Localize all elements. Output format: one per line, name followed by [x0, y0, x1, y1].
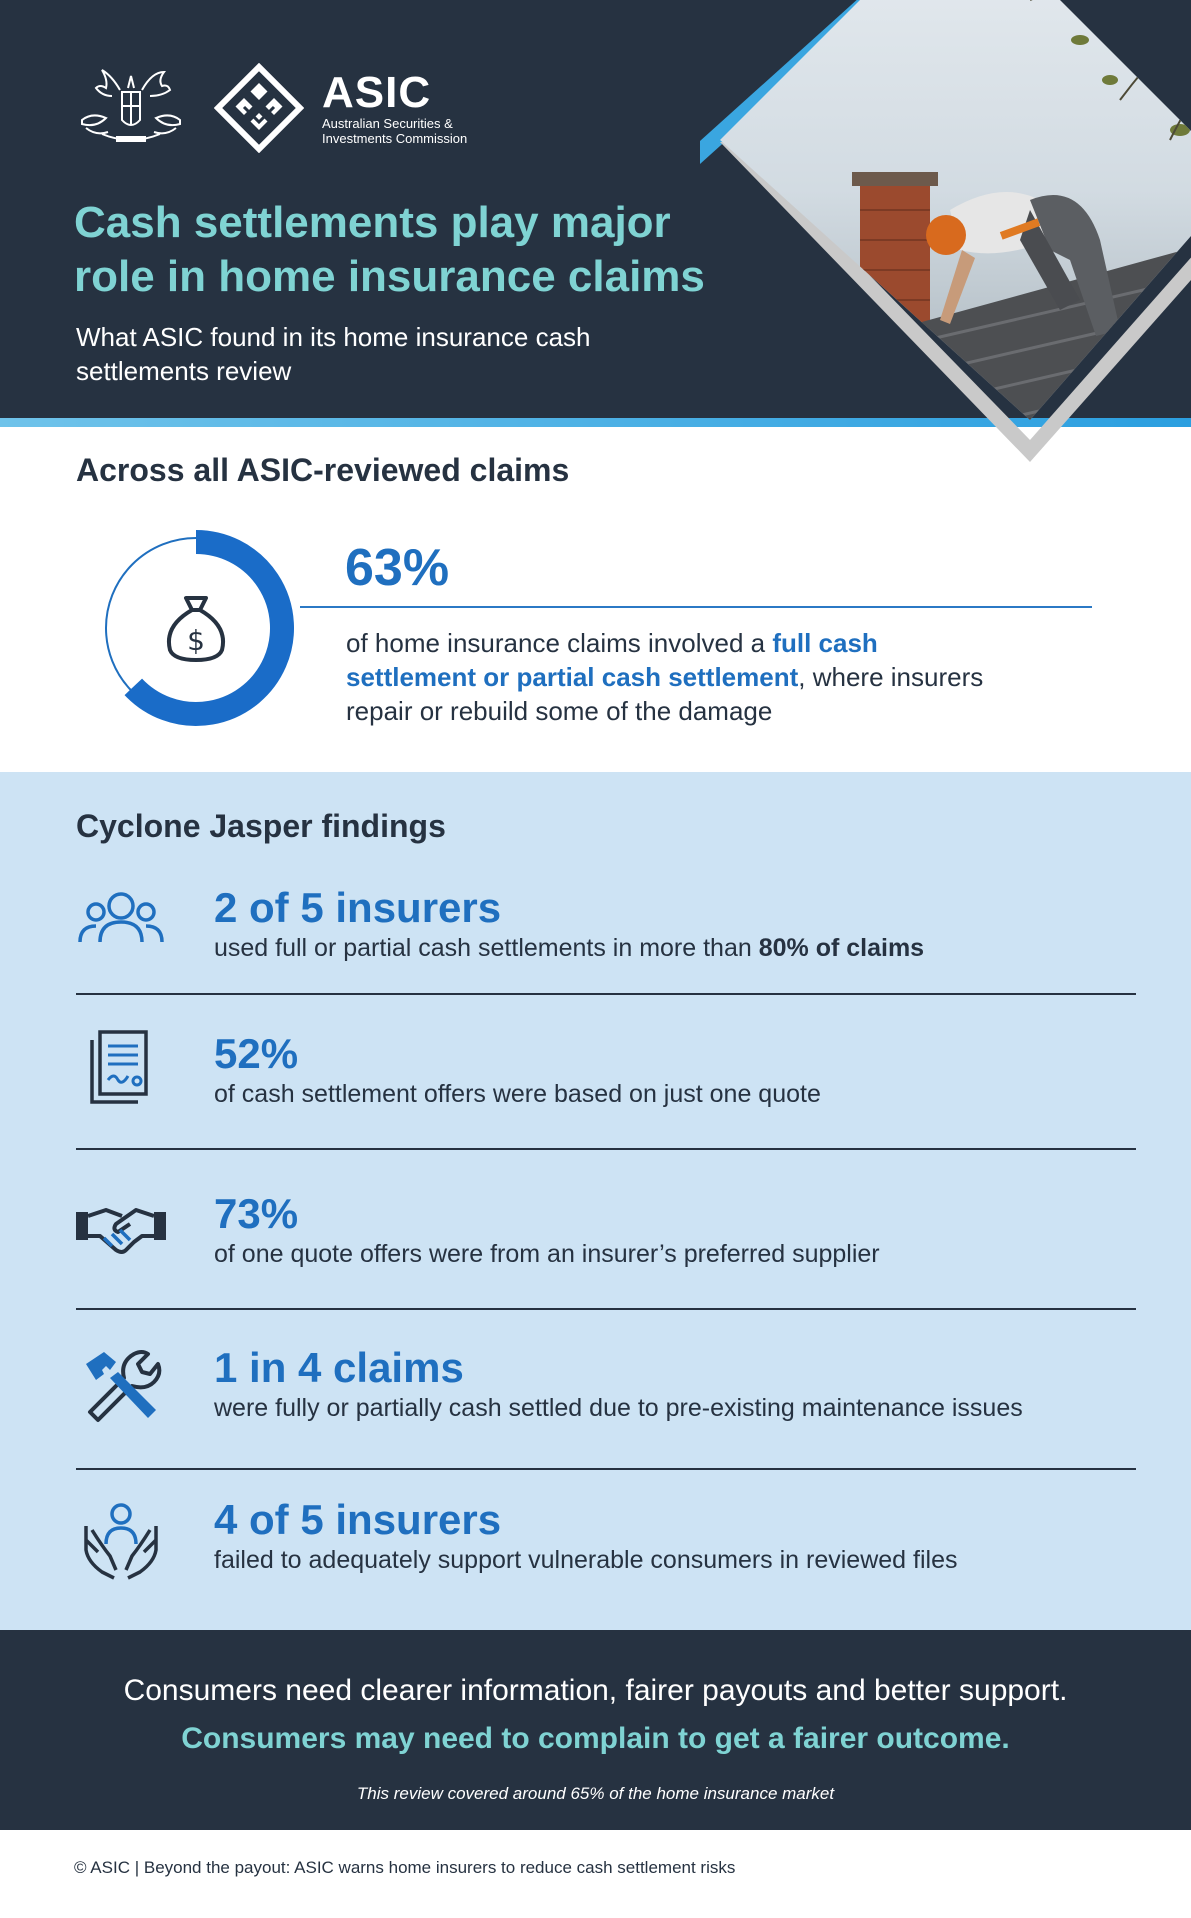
reviewed-claims-stat: 63% — [345, 539, 450, 597]
finding-divider — [76, 993, 1136, 995]
reviewed-claims-description — [346, 626, 986, 728]
section-reviewed-claims-title: Across all ASIC-reviewed claims — [76, 452, 570, 488]
asic-logo-icon — [214, 63, 304, 153]
stat-divider-line — [300, 606, 1092, 608]
coat-of-arms-icon — [72, 62, 190, 154]
conclusion-line-2: Consumers may need to complain to get a fairer outcome. — [181, 1722, 1010, 1755]
finding-desc-text: were fully or partially cash settled due to pre-existing maintenance issues — [214, 1394, 1023, 1422]
donut-arc — [133, 542, 282, 714]
page-title: Cash settlements play major role in home insurance claims — [74, 198, 705, 301]
money-bag-icon — [169, 598, 223, 660]
percentage-donut — [90, 522, 302, 734]
finding-description — [214, 1240, 880, 1269]
finding-item — [76, 1190, 1136, 1270]
finding-headline: 1 in 4 claims — [214, 1344, 464, 1391]
asic-wordmark — [322, 70, 467, 146]
finding-desc-text: used full or partial cash settlements in more than — [214, 934, 759, 962]
conclusion-line-1: Consumers need clearer information, fairer payouts and better support. — [123, 1674, 1068, 1707]
finding-headline: 2 of 5 insurers — [214, 884, 502, 931]
people-group-icon — [76, 884, 166, 964]
finding-divider — [76, 1148, 1136, 1150]
finding-item — [76, 1030, 1136, 1110]
finding-divider — [76, 1308, 1136, 1310]
tools-icon — [76, 1344, 166, 1424]
finding-item — [76, 1496, 1136, 1576]
finding-description — [214, 1080, 821, 1109]
finding-item — [76, 1344, 1136, 1424]
section-cyclone-jasper-title: Cyclone Jasper findings — [76, 808, 446, 844]
finding-description — [214, 1394, 1023, 1423]
copyright-text: © ASIC | Beyond the payout: ASIC warns home insurers to reduce cash settlement risks — [74, 1858, 736, 1877]
review-coverage-note: This review covered around 65% of the home insurance market — [356, 1784, 835, 1803]
org-short-name: ASIC — [322, 68, 432, 117]
handshake-icon — [76, 1190, 166, 1270]
finding-divider — [76, 1468, 1136, 1470]
desc-pre: of home insurance claims involved a — [346, 628, 773, 658]
desc-post: , where insurers repair or rebuild some of the damage — [346, 662, 984, 726]
desc-highlight: full cash settlement or partial cash settlement — [346, 628, 878, 692]
finding-item — [76, 884, 1136, 964]
finding-desc-text: failed to adequately support vulnerable consumers in reviewed files — [214, 1546, 958, 1574]
caring-hands-icon — [76, 1500, 166, 1580]
finding-headline: 73% — [214, 1190, 299, 1237]
document-quote-icon — [76, 1028, 166, 1108]
finding-desc-text: of one quote offers were from an insurer’s preferred supplier — [214, 1240, 880, 1268]
roofer-photo — [700, 0, 1191, 500]
finding-headline: 4 of 5 insurers — [214, 1496, 502, 1543]
org-long-name-line1: Australian Securities & — [322, 116, 453, 131]
finding-description — [214, 1546, 957, 1575]
logo-row — [72, 62, 467, 154]
finding-desc-text: of cash settlement offers were based on just one quote — [214, 1080, 821, 1108]
finding-desc-bold: 80% of claims — [758, 934, 925, 962]
finding-headline: 52% — [214, 1030, 299, 1077]
org-long-name-line2: Investments Commission — [322, 131, 468, 146]
svg-text:$: $ — [187, 624, 205, 657]
page-subtitle: What ASIC found in its home insurance cash settlements review — [76, 322, 591, 386]
finding-description — [214, 934, 924, 963]
